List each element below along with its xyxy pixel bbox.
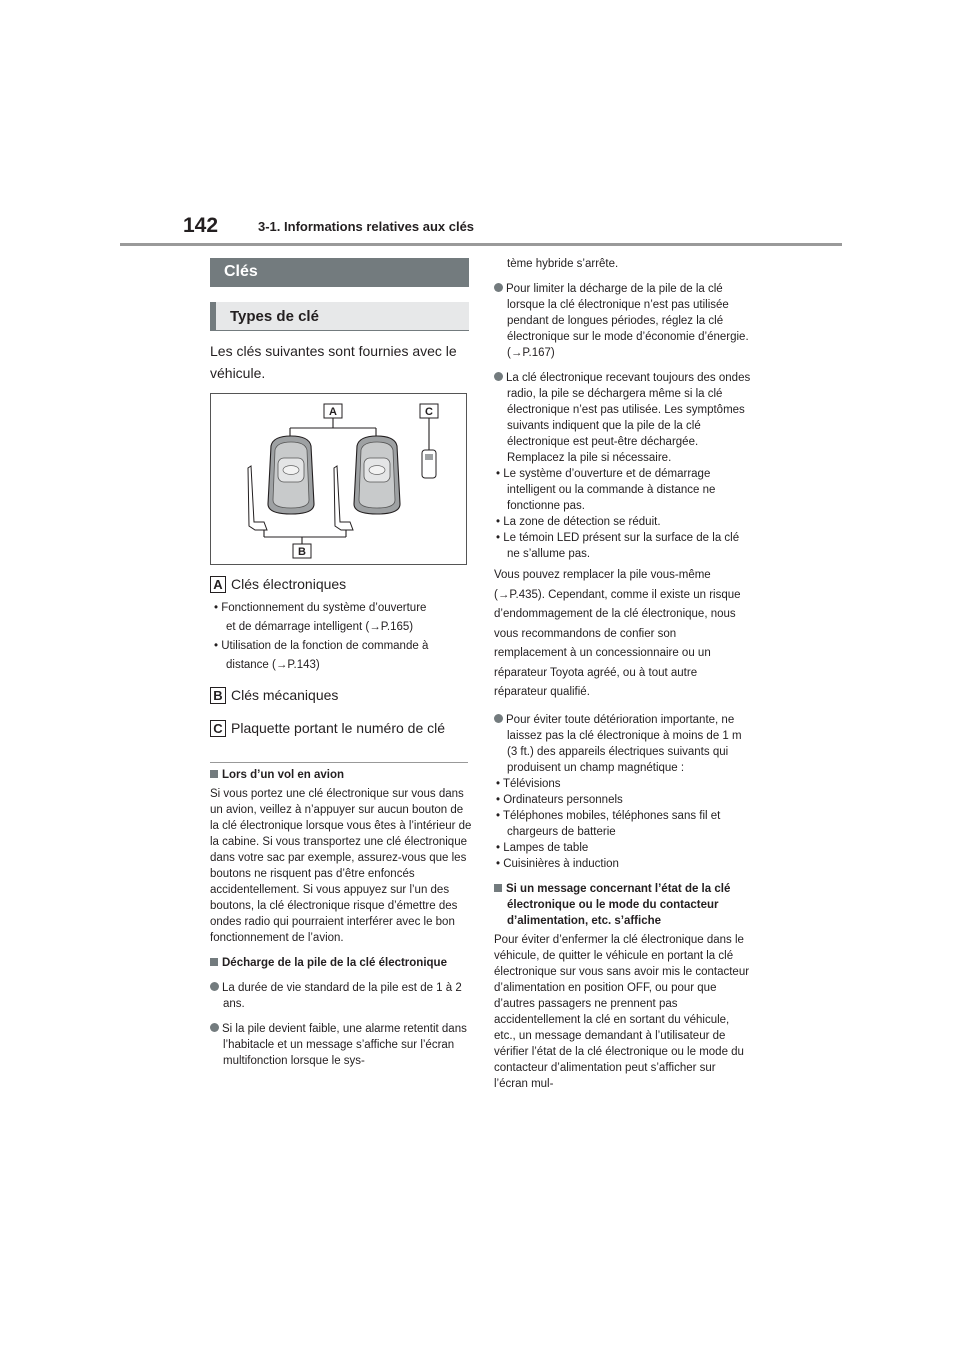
svg-text:A: A <box>329 406 337 418</box>
legend-text-c: Plaquette portant le numéro de clé <box>231 720 446 736</box>
legend-a-bullet-2: • Utilisation de la fonction de commande à <box>214 640 429 652</box>
legend-tag-a: A <box>210 576 226 593</box>
right-column-notes <box>494 256 752 1092</box>
legend-c <box>210 720 445 737</box>
svg-text:C: C <box>425 406 433 418</box>
symptom-3: • Le témoin LED présent sur la surface de la clé ne s’allume pas. <box>496 532 740 560</box>
item-limit: Pour limiter la décharge de la pile de la clé lorsque la clé électronique n’est pas utilisée pendant de longues périodes, réglez la clé électronique sur le mode d’économie d’énergie. (→P.167) <box>494 281 752 361</box>
flight-heading: Lors d’un vol en avion <box>210 767 472 783</box>
legend-a <box>210 576 346 593</box>
keys-illustration <box>211 394 466 564</box>
electronic-key-1 <box>248 436 314 530</box>
replace-text: Vous pouvez remplacer la pile vous-même (→P.435). Cependant, comme il existe un risque d’endommagement de la clé électronique, nous vous recommandons de confier son remplacement à un concessionnaire ou un réparateur Toyota agréé, ou à tout autre réparateur qualifié. <box>494 569 741 698</box>
circle-bullet-icon <box>210 1023 219 1032</box>
label-a <box>324 404 342 418</box>
intro-text: Les clés suivantes sont fournies avec le véhicule. <box>210 343 457 381</box>
circle-bullet-icon <box>210 982 219 991</box>
device-2: • Ordinateurs personnels <box>496 793 623 806</box>
legend-a-bullet-2b: distance (→P.143) <box>226 659 320 671</box>
item-radio: La clé électronique recevant toujours des ondes radio, la pile se déchargera même si la clé électronique n’est pas utilisée. Les symptômes suivants indiquent que la pile de la clé électronique est peut-être déchargée. Remplacez la pile si nécessaire. <box>494 370 752 466</box>
circle-bullet-icon <box>494 714 503 723</box>
label-c <box>420 404 438 418</box>
electronic-key-2 <box>334 436 400 530</box>
section-title: Clés <box>210 258 469 287</box>
device-4: • Lampes de table <box>496 841 589 854</box>
section-separator <box>210 762 468 763</box>
battery-item-1: La durée de vie standard de la pile est de 1 à 2 ans. <box>210 980 472 1012</box>
legend-a-bullet-1: • Fonctionnement du système d’ouverture <box>214 602 427 614</box>
flight-text: Si vous portez une clé électronique sur vous dans un avion, veillez à n’appuyer sur aucun bouton de la clé électronique lorsque vous êtes à l’intérieur de la cabine. Si vous transportez une clé électronique dans votre sac par exemple, assurez-vous que les boutons ne risquent pas d’être enfoncés accidentellement. Si vous appuyez sur l’un des boutons, la clé électronique risque d’émettre des ondes radio qui pourraient interférer avec le bon fonctionnement de l’avion. <box>210 788 472 944</box>
page-number: 142 <box>183 214 219 237</box>
circle-bullet-icon <box>494 372 503 381</box>
device-5: • Cuisinières à induction <box>496 857 619 870</box>
square-bullet-icon <box>210 770 218 778</box>
device-3: • Téléphones mobiles, téléphones sans fil et chargeurs de batterie <box>496 809 721 838</box>
message-heading: Si un message concernant l’état de la clé électronique ou le mode du contacteur d’alimentation, etc. s’affiche <box>494 881 752 929</box>
label-b <box>293 544 311 558</box>
legend-tag-b: B <box>210 687 226 704</box>
continued-text: tème hybride s’arrête. <box>507 258 619 270</box>
battery-heading: Décharge de la pile de la clé électronique <box>210 955 472 971</box>
circle-bullet-icon <box>494 283 503 292</box>
key-number-plate <box>422 450 436 478</box>
legend-a-bullets <box>214 599 464 675</box>
subsection-title: Types de clé <box>210 302 469 331</box>
legend-b <box>210 687 338 704</box>
key-figure <box>210 393 467 565</box>
chapter-title: 3-1. Informations relatives aux clés <box>258 219 475 234</box>
legend-text-a: Clés électroniques <box>231 576 347 592</box>
battery-item-2: Si la pile devient faible, une alarme retentit dans l’habitacle et un message s’affiche sur l’écran multifonction lorsque le sys- <box>210 1021 472 1069</box>
legend-tag-c: C <box>210 720 226 737</box>
item-damage: Pour éviter toute détérioration importante, ne laissez pas la clé électronique à moins de 1 m (3 ft.) des appareils électriques suivants qui produisent un champ magnétique : <box>494 712 752 776</box>
square-bullet-icon <box>494 884 502 892</box>
symptom-1: • Le système d’ouverture et de démarrage intelligent ou la commande à distance ne fonctionne pas. <box>496 468 716 512</box>
legend-text-b: Clés mécaniques <box>231 687 339 703</box>
svg-text:B: B <box>298 546 306 558</box>
device-1: • Télévisions <box>496 777 561 790</box>
left-column-notes <box>210 767 472 1069</box>
legend-a-bullet-1b: et de démarrage intelligent (→P.165) <box>226 621 414 633</box>
message-text: Pour éviter d’enfermer la clé électronique dans le véhicule, de quitter le véhicule en portant la clé électronique sur vous sans avoir mis le contacteur d’alimentation en position OFF, ou pour que d’autres passagers ne prennent pas accidentellement la clé en sortant du véhicule, etc., un message demandant à l’utilisateur de vérifier l’état de la clé électronique ou le mode du contacteur d’alimentation peut s’afficher sur l’écran mul- <box>494 933 750 1090</box>
square-bullet-icon <box>210 958 218 966</box>
symptom-2: • La zone de détection se réduit. <box>496 516 661 528</box>
header-rule <box>120 243 842 246</box>
